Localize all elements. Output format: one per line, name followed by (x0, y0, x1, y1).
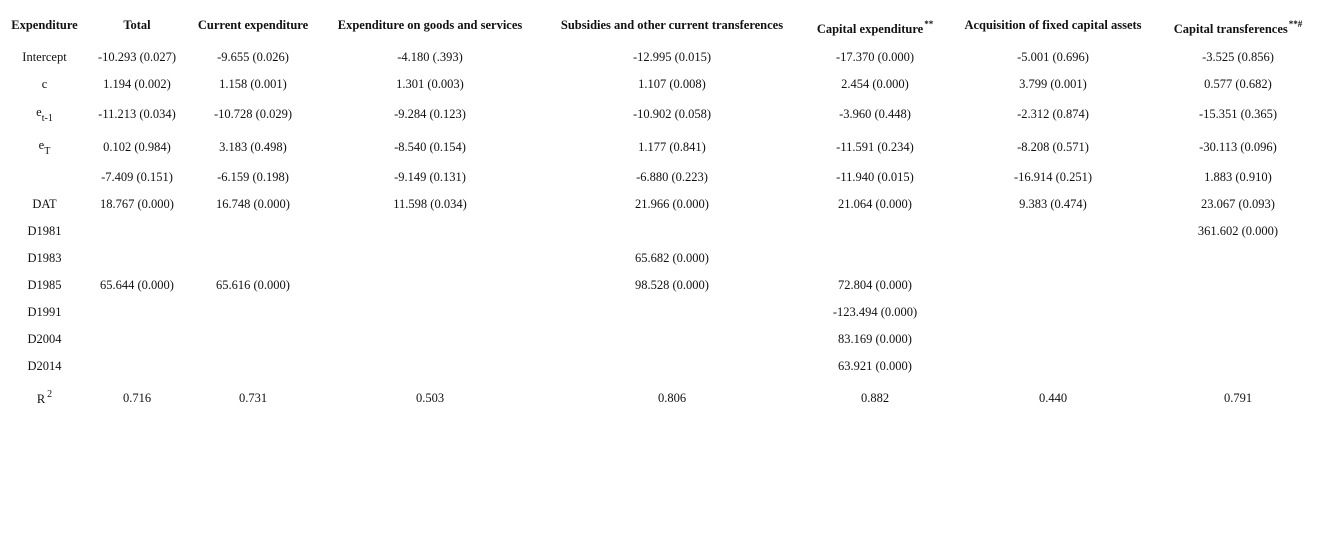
table-cell: 0.577 (0.682) (1204, 77, 1272, 91)
header-subsidies: Subsidies and other current transferences (560, 17, 784, 32)
table-cell: 3.183 (0.498) (219, 140, 287, 154)
table-cell: 361.602 (0.000) (1197, 224, 1279, 238)
table-cell: -9.284 (0.123) (394, 107, 466, 121)
row-label-text: R (36, 392, 46, 406)
table-cell (948, 245, 1158, 272)
table-cell: -9.655 (0.026) (217, 50, 289, 64)
row-label (3, 218, 86, 245)
row-label (3, 326, 86, 353)
table-cell: 0.731 (238, 390, 268, 405)
header-fixed-capital-assets: Acquisition of fixed capital assets (964, 17, 1142, 32)
table-cell: 1.194 (0.002) (103, 77, 171, 91)
table-cell: -11.940 (0.015) (836, 170, 914, 184)
row-label-text: e (38, 138, 45, 152)
header-goods-and-services: Expenditure on goods and services (337, 17, 523, 32)
header-mark: ** (924, 19, 934, 29)
table-cell (86, 326, 188, 353)
table-cell (318, 299, 542, 326)
table-row (3, 218, 1318, 245)
table-cell: 0.791 (1223, 390, 1253, 405)
table-cell (188, 218, 318, 245)
table-cell (86, 299, 188, 326)
table-cell: 11.598 (0.034) (393, 197, 467, 211)
table-cell (188, 353, 318, 380)
table-row (3, 71, 1318, 98)
row-label (3, 380, 86, 416)
table-row (3, 326, 1318, 353)
table-cell (542, 326, 802, 353)
header-current-expenditure: Current expenditure (197, 17, 309, 32)
row-label-text: D1985 (27, 278, 62, 292)
table-cell (318, 353, 542, 380)
table-cell (1158, 272, 1318, 299)
table-row (3, 299, 1318, 326)
table-cell: -12.995 (0.015) (632, 50, 712, 64)
table-cell (948, 353, 1158, 380)
row-label-text: D1991 (27, 305, 62, 319)
table-cell: -9.149 (0.131) (394, 170, 466, 184)
row-label-text: c (41, 77, 48, 91)
table-cell: 63.921 (0.000) (838, 359, 912, 373)
table-row (3, 191, 1318, 218)
table-cell: -10.728 (0.029) (213, 107, 293, 121)
row-label-subscript: t-1 (41, 113, 53, 124)
table-cell (542, 353, 802, 380)
table-cell: 65.682 (0.000) (635, 251, 709, 265)
table-row (3, 380, 1318, 416)
row-label-superscript: 2 (47, 389, 53, 400)
table-cell: -6.159 (0.198) (217, 170, 289, 184)
table-cell: -7.409 (0.151) (101, 170, 173, 184)
table-cell: 23.067 (0.093) (1201, 197, 1275, 211)
table-cell: 0.503 (415, 390, 445, 405)
table-cell (948, 218, 1158, 245)
row-label-text: e (36, 105, 42, 119)
table-cell: -3.960 (0.448) (839, 107, 911, 121)
table-cell: -8.540 (0.154) (394, 140, 466, 154)
table-cell: 0.102 (0.984) (103, 140, 171, 154)
table-cell: -6.880 (0.223) (636, 170, 708, 184)
table-cell: 18.767 (0.000) (100, 197, 174, 211)
table-cell (318, 272, 542, 299)
table-cell (1158, 245, 1318, 272)
header-capital-transferences: Capital transferences**# (1173, 19, 1303, 36)
table-row (3, 44, 1318, 71)
table-cell: -16.914 (0.251) (1013, 170, 1093, 184)
row-label (3, 353, 86, 380)
table-cell (1158, 326, 1318, 353)
table-cell: -15.351 (0.365) (1198, 107, 1278, 121)
table-cell: 1.158 (0.001) (219, 77, 287, 91)
table-cell (802, 218, 948, 245)
row-label (3, 44, 86, 71)
table-cell: 16.748 (0.000) (216, 197, 290, 211)
header-row (3, 6, 1318, 44)
table-cell: 0.882 (860, 390, 890, 405)
table-cell (188, 245, 318, 272)
table-cell: -2.312 (0.874) (1017, 107, 1089, 121)
row-label-text: D2014 (27, 359, 62, 373)
table-cell: 21.966 (0.000) (635, 197, 709, 211)
table-cell: 65.616 (0.000) (216, 278, 290, 292)
table-cell (1158, 353, 1318, 380)
row-label-text: Intercept (22, 50, 67, 64)
table-cell (86, 218, 188, 245)
table-cell: 72.804 (0.000) (838, 278, 912, 292)
row-label (3, 191, 86, 218)
table-row (3, 131, 1318, 164)
table-cell: 3.799 (0.001) (1019, 77, 1087, 91)
table-cell: 1.883 (0.910) (1204, 170, 1272, 184)
table-cell (86, 245, 188, 272)
table-cell (542, 218, 802, 245)
table-cell: -30.113 (0.096) (1199, 140, 1277, 154)
table-row (3, 272, 1318, 299)
table-cell: -17.370 (0.000) (835, 50, 915, 64)
table-cell (948, 299, 1158, 326)
table-cell: 2.454 (0.000) (841, 77, 909, 91)
table-cell (318, 245, 542, 272)
table-cell: 1.107 (0.008) (638, 77, 706, 91)
row-label-subscript: T (44, 146, 51, 157)
table-cell: -4.180 (.393) (397, 50, 463, 64)
table-cell: -11.591 (0.234) (836, 140, 914, 154)
header-total: Total (123, 17, 151, 32)
table-cell (1158, 299, 1318, 326)
table-cell: -5.001 (0.696) (1017, 50, 1089, 64)
row-label (3, 131, 86, 164)
table-cell (318, 326, 542, 353)
header-mark: **# (1288, 19, 1303, 29)
table-row (3, 353, 1318, 380)
row-label-text: D1981 (27, 224, 62, 238)
table-cell: -3.525 (0.856) (1202, 50, 1274, 64)
table-cell: 83.169 (0.000) (838, 332, 912, 346)
table-cell: 65.644 (0.000) (100, 278, 174, 292)
table-cell: 1.177 (0.841) (638, 140, 706, 154)
row-label (3, 272, 86, 299)
row-label (3, 245, 86, 272)
table-cell: -123.494 (0.000) (832, 305, 918, 319)
table-cell (86, 353, 188, 380)
table-cell: -10.293 (0.027) (97, 50, 177, 64)
row-label (3, 98, 86, 131)
table-row (3, 98, 1318, 131)
row-label-text: DAT (32, 197, 57, 211)
table-cell: 1.301 (0.003) (396, 77, 464, 91)
table-cell (318, 218, 542, 245)
row-label (3, 164, 86, 191)
table-cell (188, 326, 318, 353)
table-cell: 21.064 (0.000) (838, 197, 912, 211)
table-cell: 98.528 (0.000) (635, 278, 709, 292)
header-capital-expenditure: Capital expenditure** (816, 19, 934, 36)
row-label (3, 71, 86, 98)
table-cell: 0.716 (122, 390, 152, 405)
table-cell: -11.213 (0.034) (98, 107, 176, 121)
table-row (3, 164, 1318, 191)
header-expenditure: Expenditure (11, 17, 78, 32)
row-label-text: D1983 (27, 251, 62, 265)
table-cell: 9.383 (0.474) (1019, 197, 1087, 211)
row-label-text: D2004 (27, 332, 62, 346)
regression-table (3, 6, 1318, 416)
table-cell: -8.208 (0.571) (1017, 140, 1089, 154)
table-cell (948, 272, 1158, 299)
table-cell: -10.902 (0.058) (632, 107, 712, 121)
table-body (3, 44, 1318, 416)
table-cell: 0.440 (1038, 390, 1068, 405)
table-cell (188, 299, 318, 326)
table-row (3, 245, 1318, 272)
table-cell (948, 326, 1158, 353)
table-cell (542, 299, 802, 326)
row-label (3, 299, 86, 326)
table-cell: 0.806 (657, 390, 687, 405)
table-cell (802, 245, 948, 272)
